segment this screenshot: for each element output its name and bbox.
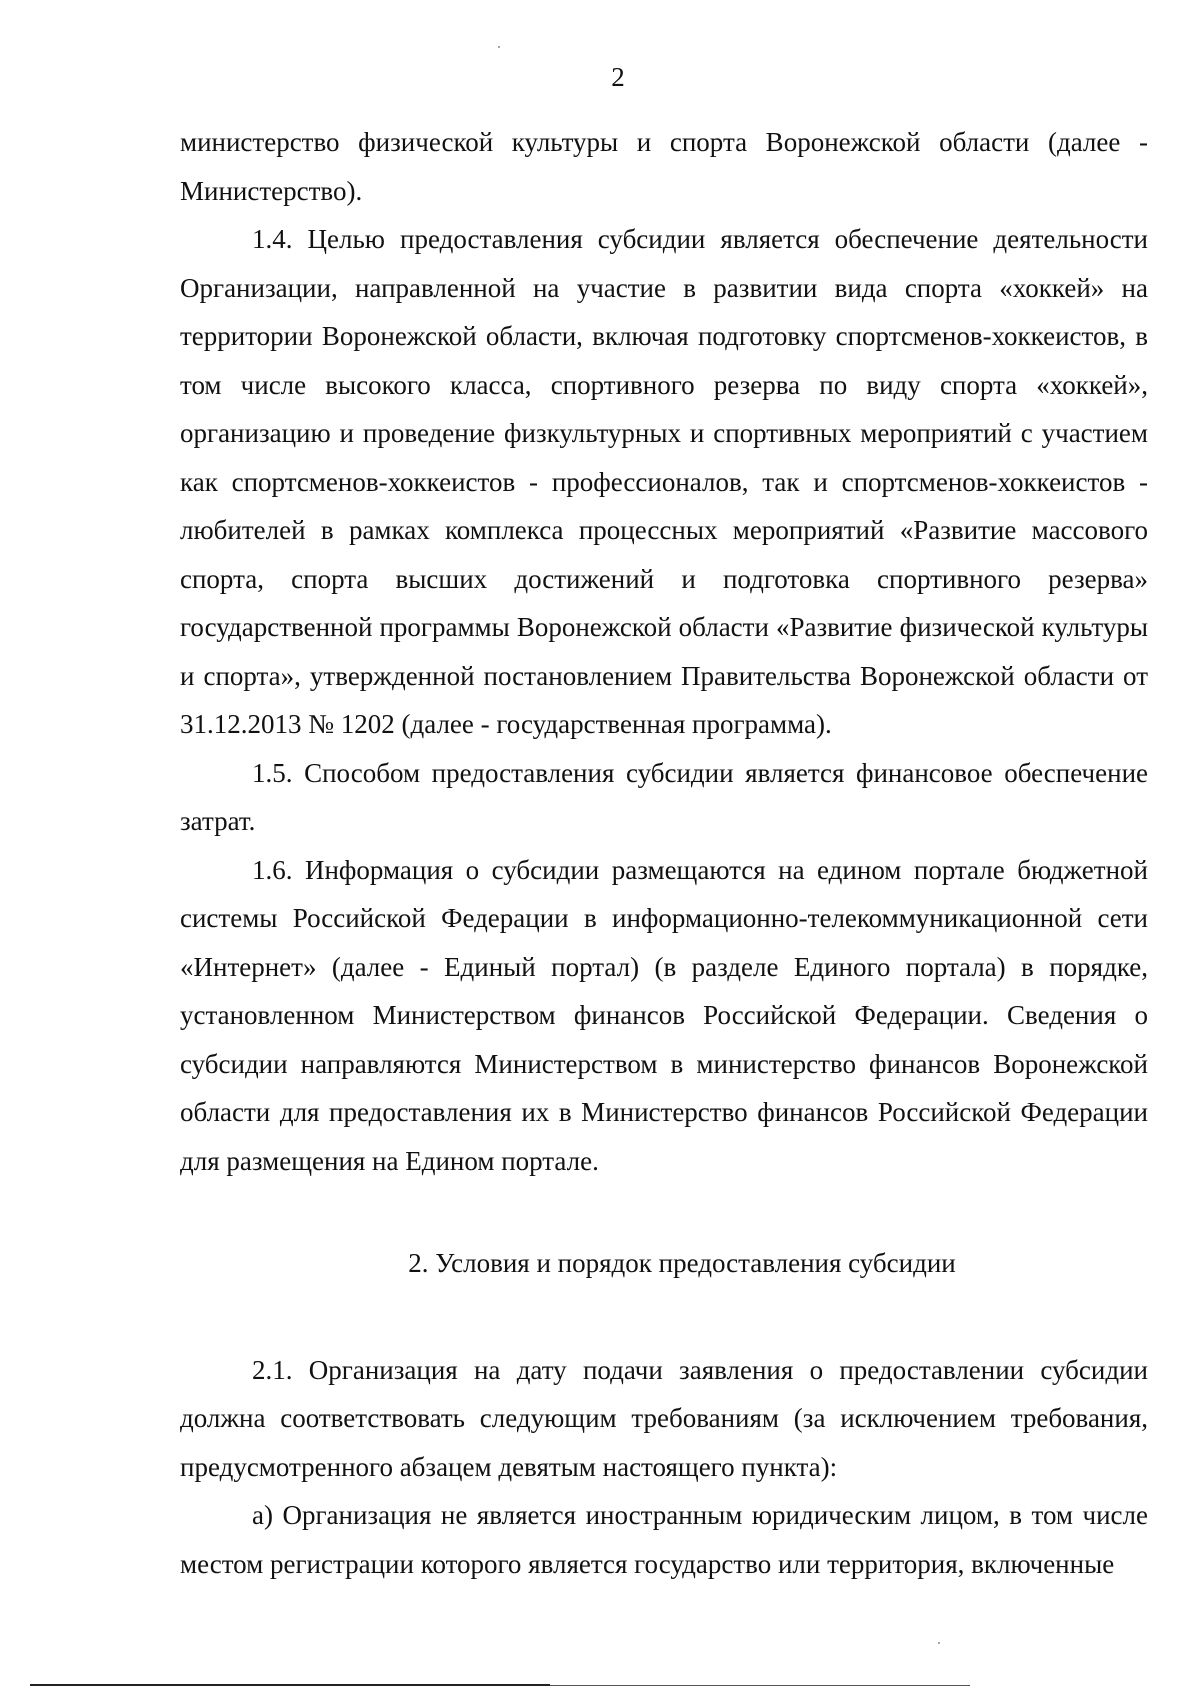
section-heading: 2. Условия и порядок предоставления субсидии	[408, 1248, 956, 1278]
scan-edge-line	[550, 1685, 970, 1686]
scan-speck	[938, 1642, 940, 1644]
paragraph-1-4: 1.4. Целью предоставления субсидии является обеспечение деятельности Организации, направленной на участие в развитии вида спорта «хоккей» на территории Воронежской области, включая подготовку спортсменов-хоккеистов, в том числе высокого класса, спортивного резерва по виду спорта «хоккей», организацию и проведение физкультурных и спортивных мероприятий с участием как спортсменов-хоккеистов - профессионалов, так и спортсменов-хоккеистов - любителей в рамках комплекса процессных мероприятий «Развитие массового спорта, спорта высших достижений и подготовка спортивного резерва» государственной программы Воронежской области «Развитие физической культуры и спорта», утвержденной постановлением Правительства Воронежской области от 31.12.2013 № 1202 (далее - государственная программа).	[180, 224, 1148, 739]
paragraph-continuation: министерство физической культуры и спорта Воронежской области (далее - Министерство).	[180, 127, 1148, 206]
page-number: 2	[611, 62, 625, 92]
scan-speck	[498, 46, 500, 48]
document-body	[180, 118, 1148, 1588]
paragraph-2-1-a: а) Организация не является иностранным юридическим лицом, в том числе местом регистрации которого является государство или территория, включенные	[180, 1500, 1148, 1579]
scan-edge-line	[30, 1684, 550, 1686]
paragraph-2-1: 2.1. Организация на дату подачи заявления о предоставлении субсидии должна соответствовать следующим требованиям (за исключением требования, предусмотренного абзацем девятым настоящего пункта):	[180, 1354, 1148, 1482]
paragraph-1-6: 1.6. Информация о субсидии размещаются на едином портале бюджетной системы Российской Федерации в информационно-телекоммуникационной сети «Интернет» (далее - Единый портал) (в разделе Единого портала) в порядке, установленном Министерством финансов Российской Федерации. Сведения о субсидии направляются Министерством в министерство финансов Воронежской области для предоставления их в Министерство финансов Российской Федерации для размещения на Едином портале.	[180, 854, 1148, 1176]
paragraph-1-5: 1.5. Способом предоставления субсидии является финансовое обеспечение затрат.	[180, 757, 1148, 836]
